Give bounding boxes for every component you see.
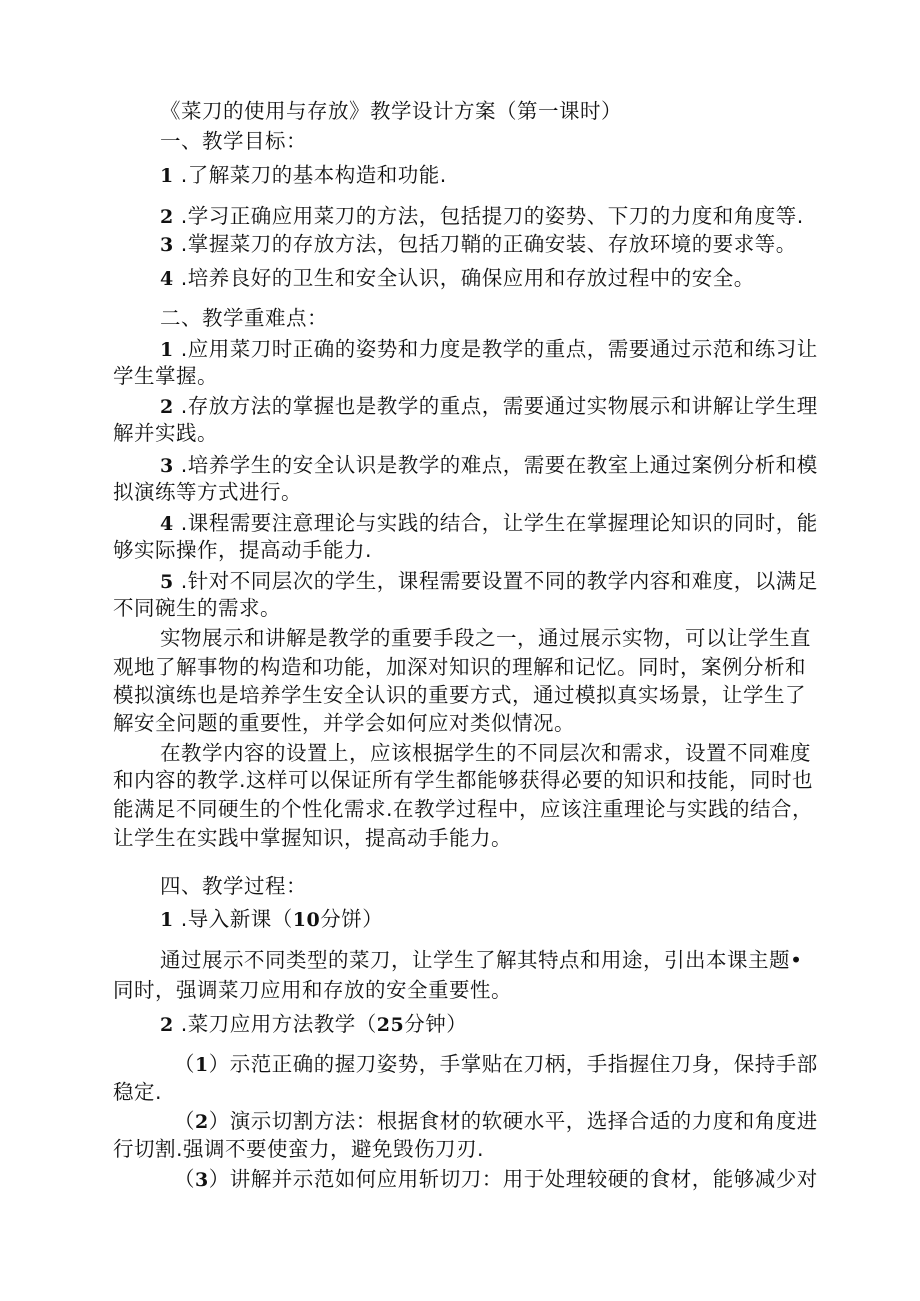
process-step	[160, 905, 383, 934]
section-heading-process: 四、教学过程：	[160, 874, 307, 898]
item-continuation: 不同碗生的需求。	[113, 596, 281, 620]
item-continuation: 行切割.强调不要使蛮力，避免毁伤刀刃.	[113, 1137, 485, 1161]
key-point-item	[160, 509, 818, 538]
step-text: .菜刀应用方法教学（	[180, 1012, 377, 1036]
document-title: 《菜刀的使用与存放》教学设计方案（第一课时）	[160, 99, 622, 123]
section-heading-key-points: 二、教学重难点：	[160, 306, 328, 330]
paragraph-line: 通过展示不同类型的菜刀，让学生了解其特点和用途，引出本课主题•	[160, 948, 803, 972]
item-text: .针对不同层次的学生，课程需要设置不同的教学内容和难度，以满足	[180, 569, 818, 593]
item-text: .了解菜刀的基本构造和功能.	[180, 163, 447, 187]
objective-item	[160, 230, 797, 259]
objective-item	[160, 264, 755, 293]
step-minutes: 25	[376, 1014, 405, 1036]
step-number: 2	[160, 1014, 174, 1036]
item-number: 3	[160, 234, 174, 256]
item-number: 5	[160, 571, 174, 593]
sub-step-number: 2	[195, 1111, 209, 1133]
item-number: 2	[160, 206, 174, 228]
step-tail: 分钟）	[404, 1012, 468, 1036]
item-continuation: 学生掌握。	[113, 364, 218, 388]
objective-item	[160, 161, 447, 190]
item-number: 2	[160, 396, 174, 418]
item-number: 3	[160, 455, 174, 477]
key-point-item	[160, 567, 818, 596]
objective-item	[160, 202, 804, 231]
sub-step-number: 3	[195, 1169, 209, 1191]
item-text: .课程需要注意理论与实践的结合，让学生在掌握理论知识的同时，能	[180, 511, 818, 535]
step-minutes: 10	[292, 909, 321, 931]
paragraph-line: 和内容的教学.这样可以保证所有学生都能够获得必要的知识和技能，同时也	[113, 768, 814, 792]
paragraph-line: 实物展示和讲解是教学的重要手段之一，通过展示实物，可以让学生直	[160, 626, 811, 650]
key-point-item	[160, 335, 818, 364]
key-point-item	[160, 392, 818, 421]
step-number: 1	[160, 909, 174, 931]
item-text: .应用菜刀时正确的姿势和力度是教学的重点，需要通过示范和练习让	[180, 337, 818, 361]
item-text: .学习正确应用菜刀的方法，包括提刀的姿势、下刀的力度和角度等.	[180, 204, 804, 228]
section-heading-objectives: 一、教学目标：	[160, 129, 307, 153]
paragraph-line: 在教学内容的设置上，应该根据学生的不同层次和需求，设置不同难度	[160, 741, 811, 765]
item-number: 4	[160, 513, 174, 535]
step-text: .导入新课（	[180, 907, 293, 931]
item-text: .培养学生的安全认识是教学的难点，需要在教室上通过案例分析和模	[180, 453, 818, 477]
item-text: .存放方法的掌握也是教学的重点，需要通过实物展示和讲解让学生理	[180, 394, 818, 418]
paragraph-line: 模拟演练也是培养学生安全认识的重要方式，通过模拟真实场景，让学生了	[113, 683, 806, 707]
key-point-item	[160, 451, 818, 480]
sub-step-text: 讲解并示范如何应用斩切刀：用于处理较硬的食材，能够减少对	[229, 1167, 818, 1191]
sub-step: （1）示范正确的握刀姿势，手掌贴在刀柄，手指握住刀身，保持手部	[174, 1052, 818, 1076]
item-number: 1	[160, 165, 174, 187]
sub-step-number: 1	[195, 1054, 209, 1076]
step-tail: 分饼）	[320, 907, 384, 931]
item-continuation: 稳定.	[113, 1080, 163, 1104]
item-number: 4	[160, 268, 174, 290]
sub-step: （2）演示切割方法：根据食材的软硬水平，选择合适的力度和角度进	[174, 1109, 818, 1133]
item-continuation: 够实际操作，提高动手能力.	[113, 538, 373, 562]
sub-step-text: 示范正确的握刀姿势，手掌贴在刀柄，手指握住刀身，保持手部	[229, 1052, 818, 1076]
paragraph-line: 让学生在实践中掌握知识，提高动手能力。	[113, 826, 512, 850]
paragraph-line: 能满足不同硬生的个性化需求.在教学过程中，应该注重理论与实践的结合，	[113, 797, 814, 821]
item-text: .培养良好的卫生和安全认识，确保应用和存放过程中的安全。	[180, 266, 755, 290]
sub-step: （3）讲解并示范如何应用斩切刀：用于处理较硬的食材，能够减少对	[174, 1167, 818, 1191]
process-step	[160, 1010, 467, 1039]
item-number: 1	[160, 339, 174, 361]
paragraph-line: 同时，强调菜刀应用和存放的安全重要性。	[113, 978, 512, 1002]
paragraph-line: 观地了解事物的构造和功能，加深对知识的理解和记忆。同时，案例分析和	[113, 655, 806, 679]
paragraph-line: 解安全问题的重要性，并学会如何应对类似情况。	[113, 711, 575, 735]
item-text: .掌握菜刀的存放方法，包括刀鞘的正确安装、存放环境的要求等。	[180, 232, 797, 256]
item-continuation: 拟演练等方式进行。	[113, 480, 302, 504]
sub-step-text: 演示切割方法：根据食材的软硬水平，选择合适的力度和角度进	[229, 1109, 818, 1133]
item-continuation: 解并实践。	[113, 421, 218, 445]
